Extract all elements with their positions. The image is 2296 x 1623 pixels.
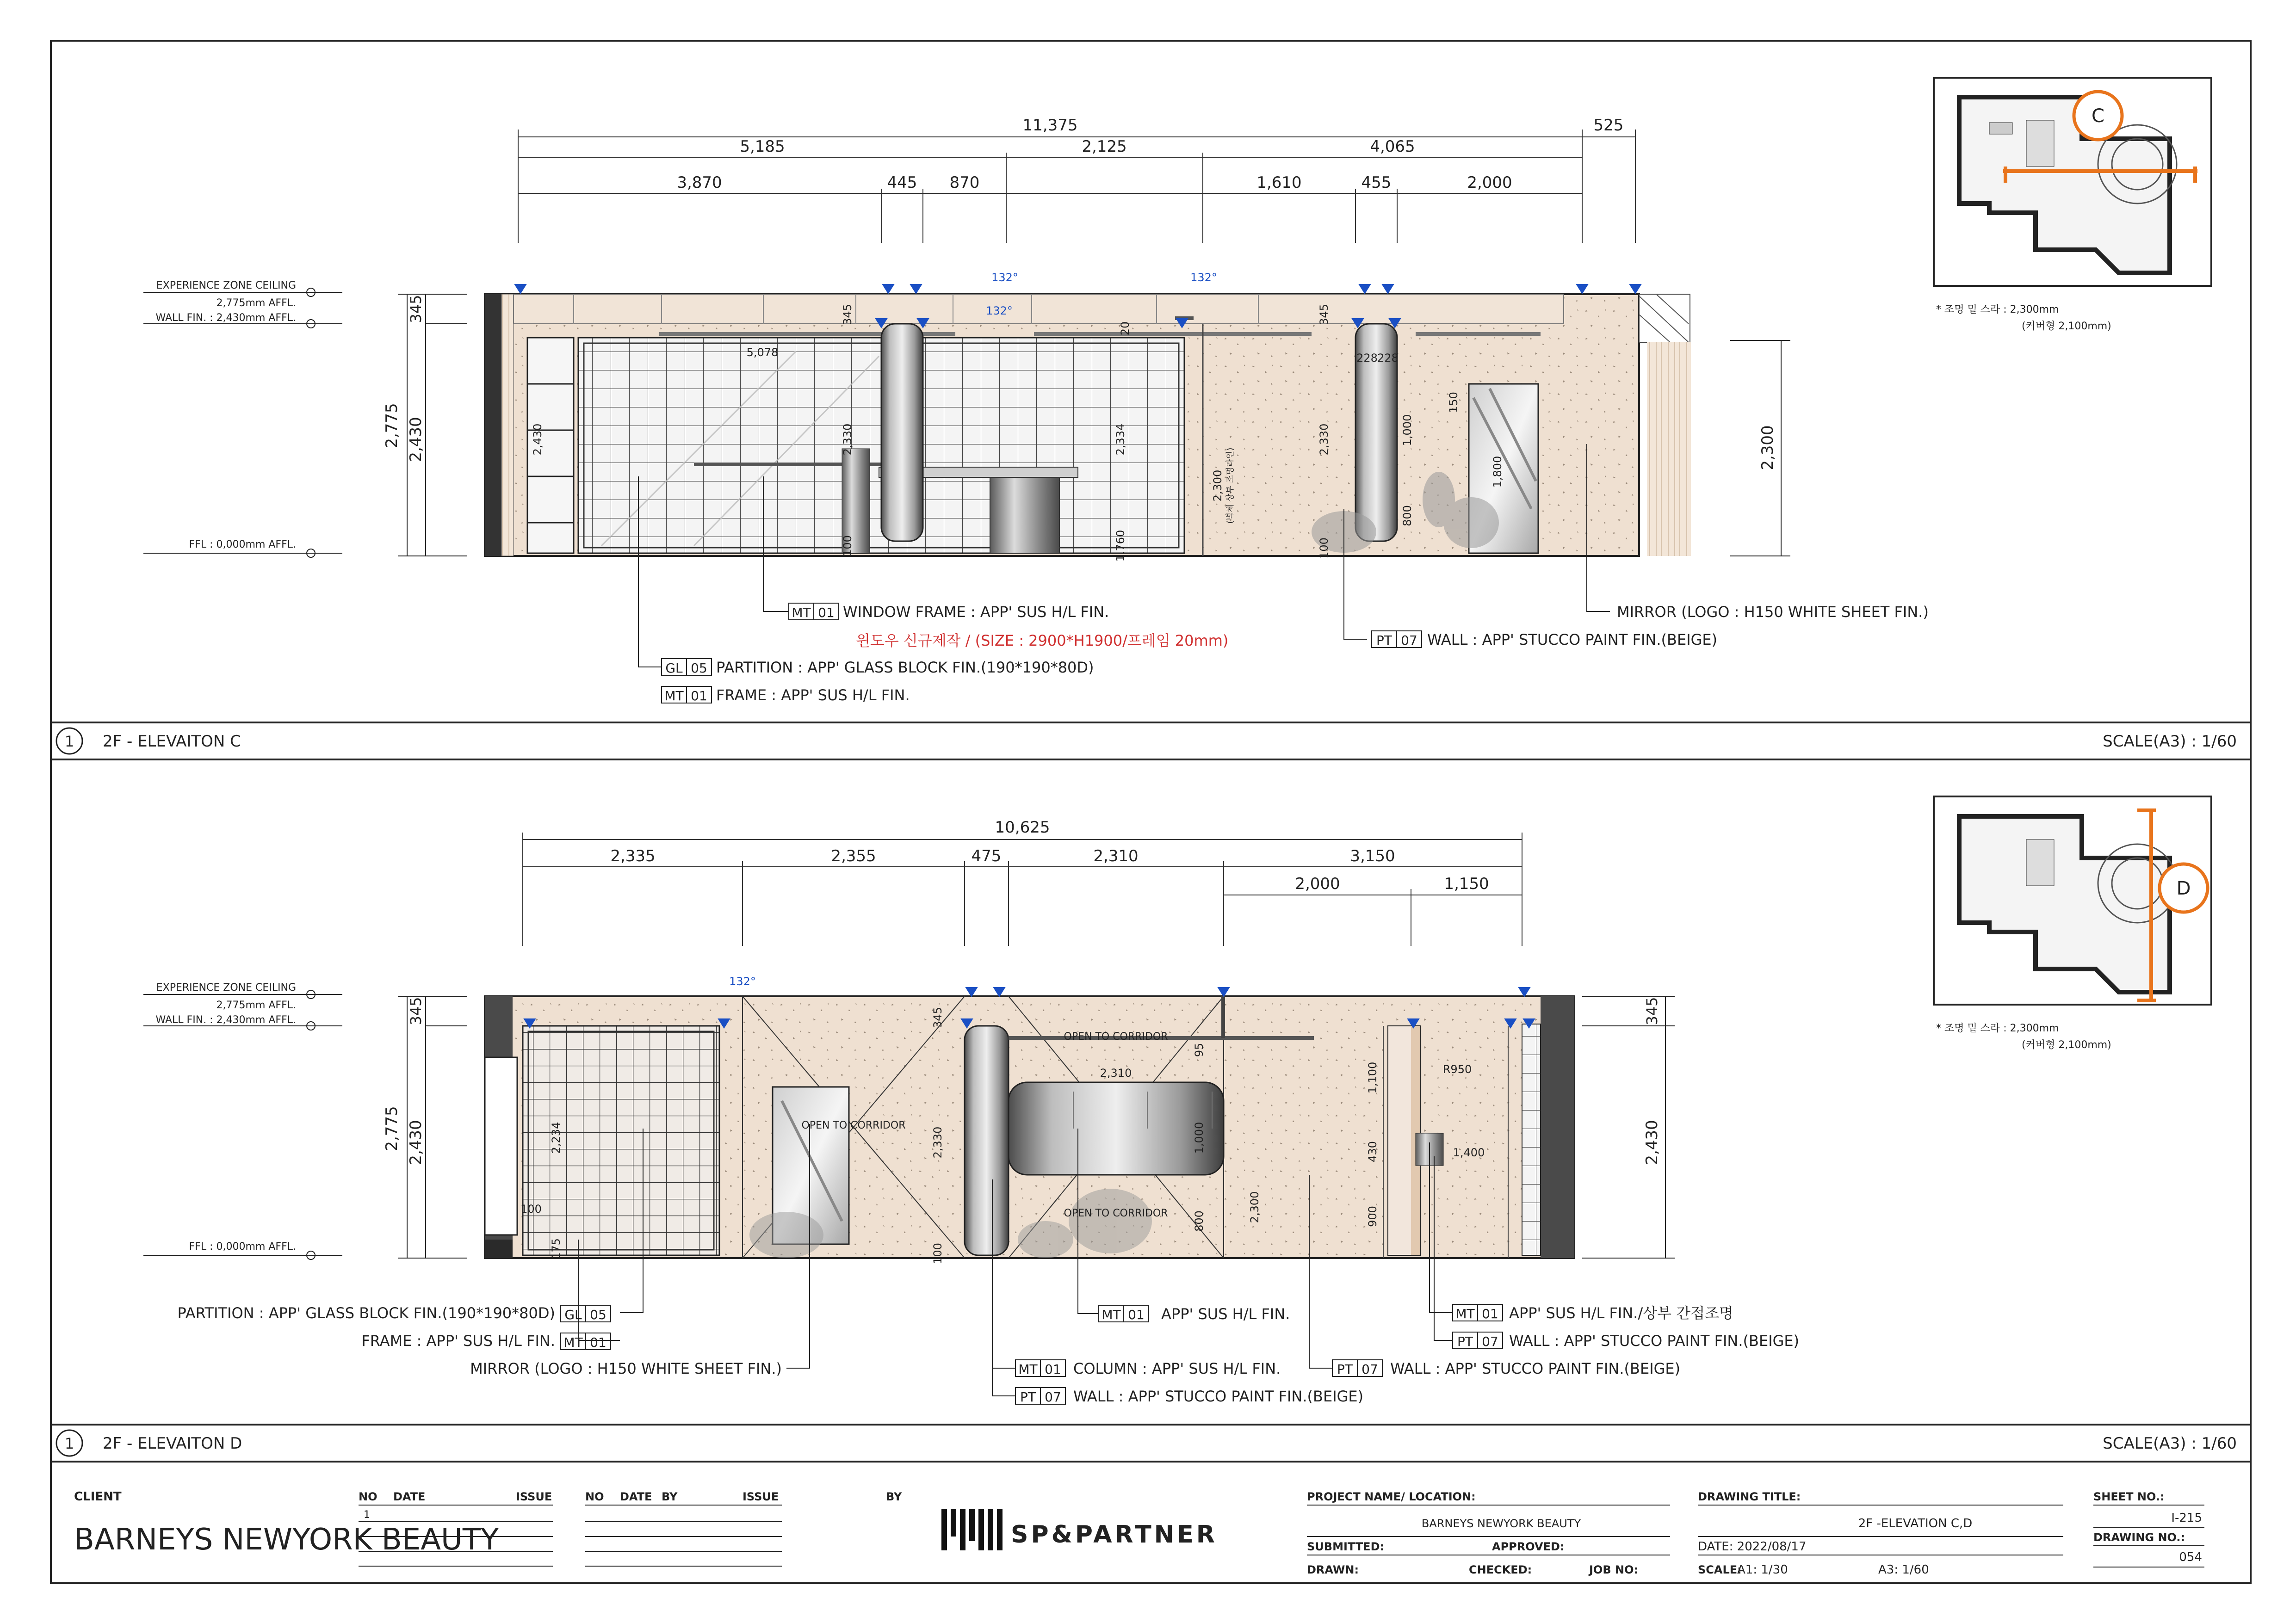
note-window-frame-code: MT bbox=[792, 605, 811, 620]
tb-scale-label: SCALE: bbox=[1698, 1563, 1742, 1576]
key-c-note1: * 조명 밑 스라 : 2,300mm bbox=[1936, 304, 2059, 315]
level-wall: WALL FIN. : 2,430mm AFFL. bbox=[155, 312, 296, 324]
inner-228a: 228 bbox=[1356, 352, 1378, 364]
angle-3: 132° bbox=[986, 304, 1013, 317]
inner-5078: 5,078 bbox=[746, 346, 779, 359]
d-note-frame-num: 01 bbox=[590, 1335, 606, 1350]
key-c-note2: (커버형 2,100mm) bbox=[2022, 321, 2111, 332]
note-frame-num: 01 bbox=[691, 688, 707, 704]
tb-company: SP&PARTNER bbox=[1011, 1521, 1218, 1549]
company-logo bbox=[941, 1509, 1003, 1550]
d-note-sus-light: APP' SUS H/L FIN./상부 간접조명 bbox=[1509, 1304, 1733, 1322]
tb-project: BARNEYS NEWYORK BEAUTY bbox=[1421, 1517, 1581, 1530]
note-wall: WALL : APP' STUCCO PAINT FIN.(BEIGE) bbox=[1427, 631, 1718, 648]
d-dim-c: 475 bbox=[971, 847, 1002, 865]
tb-submitted: SUBMITTED: bbox=[1307, 1540, 1385, 1553]
d-note-wall2-code: PT bbox=[1337, 1362, 1353, 1377]
key-d-note1: * 조명 밑 스라 : 2,300mm bbox=[1936, 1023, 2059, 1034]
dim-right: 525 bbox=[1593, 116, 1624, 135]
dim-row2-c: 4,065 bbox=[1370, 137, 1415, 156]
d-inner-345: 345 bbox=[931, 1007, 944, 1028]
dim-overall: 11,375 bbox=[1022, 116, 1078, 135]
d-note-partition-num: 05 bbox=[590, 1307, 606, 1322]
tb-rev1-date: DATE bbox=[393, 1490, 426, 1503]
tb-rev2-no: NO bbox=[585, 1490, 604, 1503]
title-c: 2F - ELEVAITON C bbox=[103, 732, 241, 751]
d-inner-r950: R950 bbox=[1442, 1063, 1472, 1076]
d-dim-overall: 10,625 bbox=[995, 818, 1050, 837]
tb-client-label: CLIENT bbox=[74, 1490, 122, 1504]
tb-by: BY bbox=[886, 1490, 902, 1503]
d-open-corridor-2: OPEN TO CORRIDOR bbox=[1064, 1031, 1168, 1043]
dim-row2-b: 2,125 bbox=[1082, 137, 1127, 156]
angle-2: 132° bbox=[1190, 271, 1217, 284]
d-dim-g: 1,150 bbox=[1444, 875, 1489, 893]
d-note-partition: PARTITION : APP' GLASS BLOCK FIN.(190*190*80D) bbox=[177, 1304, 555, 1322]
d-note-frame-code: MT bbox=[563, 1335, 583, 1350]
d-inner-1400: 1,400 bbox=[1453, 1146, 1485, 1159]
title-d-num: 1 bbox=[64, 1435, 74, 1452]
title-d: 2F - ELEVAITON D bbox=[103, 1434, 242, 1453]
key-plan-d bbox=[1934, 796, 2211, 1005]
note-wall-code: PT bbox=[1376, 633, 1392, 648]
left-dim-345: 345 bbox=[407, 295, 425, 323]
sheet-border bbox=[51, 41, 2251, 1583]
inner-800: 800 bbox=[1401, 505, 1414, 526]
d-dim-d: 2,310 bbox=[1093, 847, 1139, 865]
d-inner-800: 800 bbox=[1193, 1210, 1206, 1232]
inner-20: 20 bbox=[1119, 321, 1132, 336]
d-note-column: COLUMN : APP' SUS H/L FIN. bbox=[1073, 1360, 1281, 1377]
d-inner-1100: 1,100 bbox=[1366, 1061, 1379, 1094]
d-note-column-num: 01 bbox=[1045, 1362, 1061, 1377]
elevation-c-levels bbox=[155, 280, 296, 550]
title-block bbox=[74, 1490, 2204, 1577]
tb-job-no: JOB NO: bbox=[1589, 1563, 1639, 1576]
d-right-345: 345 bbox=[1643, 997, 1661, 1025]
tb-client: BARNEYS NEWYORK BEAUTY bbox=[74, 1523, 499, 1557]
d-open-corridor-3: OPEN TO CORRIDOR bbox=[1064, 1208, 1168, 1219]
level-ceiling: EXPERIENCE ZONE CEILING bbox=[156, 280, 296, 291]
d-angle: 132° bbox=[729, 975, 756, 988]
dim-row3-e: 455 bbox=[1361, 173, 1392, 192]
d-inner-2310: 2,310 bbox=[1100, 1067, 1132, 1080]
inner-1760: 1,760 bbox=[1114, 530, 1127, 562]
d-note-wall1-code: PT bbox=[1020, 1389, 1036, 1405]
d-note-wall1: WALL : APP' STUCCO PAINT FIN.(BEIGE) bbox=[1073, 1388, 1364, 1405]
tb-date: DATE: 2022/08/17 bbox=[1698, 1540, 1807, 1554]
inner-2330b: 2,330 bbox=[1318, 423, 1331, 456]
note-wall-num: 07 bbox=[1401, 633, 1417, 648]
tb-project-label: PROJECT NAME/ LOCATION: bbox=[1307, 1490, 1476, 1503]
tb-rev1-issue: ISSUE bbox=[516, 1490, 552, 1503]
d-note-sus-light-code: MT bbox=[1455, 1306, 1475, 1321]
dim-row3-a: 3,870 bbox=[677, 173, 722, 192]
key-d-note2: (커버형 2,100mm) bbox=[2022, 1039, 2111, 1051]
d-dim-b: 2,355 bbox=[831, 847, 876, 865]
left-dim-2775: 2,775 bbox=[383, 403, 401, 448]
tb-scale-a3: A3: 1/60 bbox=[1878, 1563, 1929, 1577]
d-inner-2234: 2,234 bbox=[550, 1122, 563, 1154]
title-c-num: 1 bbox=[64, 733, 74, 750]
key-c-label: C bbox=[2092, 105, 2104, 127]
d-note-partition-code: GL bbox=[564, 1307, 582, 1322]
d-note-wall2-num: 07 bbox=[1362, 1362, 1378, 1377]
tb-drawing-label: DRAWING NO.: bbox=[2093, 1531, 2185, 1544]
note-partition: PARTITION : APP' GLASS BLOCK FIN.(190*190*80D) bbox=[716, 659, 1094, 676]
korean-note: (벽체 상부 조명라인) bbox=[1225, 447, 1235, 524]
d-right-2430: 2,430 bbox=[1643, 1120, 1661, 1165]
dim-row3-c: 870 bbox=[949, 173, 980, 192]
inner-2330: 2,330 bbox=[841, 423, 854, 456]
d-inner-95: 95 bbox=[1193, 1043, 1206, 1057]
d-note-mirror: MIRROR (LOGO : H150 WHITE SHEET FIN.) bbox=[470, 1360, 782, 1377]
dim-row3-f: 2,000 bbox=[1467, 173, 1512, 192]
d-note-frame: FRAME : APP' SUS H/L FIN. bbox=[361, 1332, 555, 1350]
inner-345a: 345 bbox=[841, 304, 854, 325]
inner-345b: 345 bbox=[1318, 304, 1331, 325]
d-level-wall: WALL FIN. : 2,430mm AFFL. bbox=[155, 1014, 296, 1026]
d-inner-100: 100 bbox=[520, 1203, 542, 1216]
inner-100b: 100 bbox=[1318, 537, 1331, 559]
tb-sheet-no: I-215 bbox=[2171, 1511, 2202, 1525]
tb-rev1-no: NO bbox=[359, 1490, 378, 1503]
note-frame: FRAME : APP' SUS H/L FIN. bbox=[716, 686, 910, 704]
tb-sheet-label: SHEET NO.: bbox=[2093, 1490, 2165, 1503]
dim-row3-d: 1,610 bbox=[1256, 173, 1302, 192]
key-plan-c bbox=[1934, 78, 2211, 286]
d-left-2430: 2,430 bbox=[407, 1120, 425, 1165]
inner-2430: 2,430 bbox=[531, 423, 544, 456]
d-inner-2330: 2,330 bbox=[931, 1126, 944, 1159]
d-inner-430: 430 bbox=[1366, 1141, 1379, 1162]
d-level-ceiling-h: 2,775mm AFFL. bbox=[216, 1000, 296, 1011]
d-note-wall2: WALL : APP' STUCCO PAINT FIN.(BEIGE) bbox=[1390, 1360, 1681, 1377]
tb-drawn: DRAWN: bbox=[1307, 1563, 1359, 1576]
tb-drawing-title: 2F -ELEVATION C,D bbox=[1858, 1517, 1973, 1530]
tb-scale-a1: A1: 1/30 bbox=[1737, 1563, 1788, 1577]
d-note-wall3: WALL : APP' STUCCO PAINT FIN.(BEIGE) bbox=[1509, 1332, 1800, 1350]
d-note-column-code: MT bbox=[1018, 1362, 1038, 1377]
level-ceiling-h: 2,775mm AFFL. bbox=[216, 297, 296, 309]
d-note-sus-light-num: 01 bbox=[1482, 1306, 1498, 1321]
left-dim-2430: 2,430 bbox=[407, 417, 425, 462]
inner-150: 150 bbox=[1447, 392, 1460, 413]
d-level-ceiling: EXPERIENCE ZONE CEILING bbox=[156, 982, 296, 994]
right-dim-2300: 2,300 bbox=[1758, 425, 1777, 470]
note-window-kr: 윈도우 신규제작 / (SIZE : 2900*H1900/프레임 20mm) bbox=[856, 632, 1229, 649]
d-inner-100b: 100 bbox=[931, 1243, 944, 1264]
d-note-sus-num: 01 bbox=[1128, 1307, 1145, 1322]
d-note-wall3-code: PT bbox=[1457, 1334, 1473, 1349]
d-open-corridor-1: OPEN TO CORRIDOR bbox=[801, 1120, 906, 1131]
tb-approved: APPROVED: bbox=[1492, 1540, 1565, 1553]
dim-row3-b: 445 bbox=[887, 173, 917, 192]
note-frame-code: MT bbox=[664, 688, 684, 704]
d-left-2775: 2,775 bbox=[383, 1106, 401, 1151]
tb-rev2-issue: ISSUE bbox=[743, 1490, 779, 1503]
inner-1800: 1,800 bbox=[1491, 456, 1504, 488]
d-dim-a: 2,335 bbox=[610, 847, 656, 865]
angle-1: 132° bbox=[991, 271, 1018, 284]
level-ffl: FFL : 0,000mm AFFL. bbox=[189, 539, 296, 550]
tb-rev2-date: DATE bbox=[620, 1490, 652, 1503]
inner-2300: 2,300 bbox=[1211, 469, 1224, 502]
note-window-frame: WINDOW FRAME : APP' SUS H/L FIN. bbox=[843, 603, 1109, 621]
note-mirror: MIRROR (LOGO : H150 WHITE SHEET FIN.) bbox=[1617, 603, 1929, 621]
d-dim-e: 3,150 bbox=[1350, 847, 1395, 865]
scale-d: SCALE(A3) : 1/60 bbox=[2103, 1434, 2237, 1453]
elevation-c bbox=[51, 78, 2251, 759]
d-inner-175: 175 bbox=[550, 1238, 563, 1259]
elevation-d bbox=[51, 796, 2251, 1462]
d-inner-2300: 2,300 bbox=[1248, 1191, 1261, 1223]
tb-drawing-title-label: DRAWING TITLE: bbox=[1698, 1490, 1801, 1503]
note-partition-code: GL bbox=[665, 660, 683, 676]
d-note-sus-code: MT bbox=[1102, 1307, 1121, 1322]
d-note-wall3-num: 07 bbox=[1482, 1334, 1498, 1349]
d-left-345: 345 bbox=[407, 997, 425, 1025]
note-partition-num: 05 bbox=[691, 660, 707, 676]
inner-2334: 2,334 bbox=[1114, 423, 1127, 456]
d-inner-900: 900 bbox=[1366, 1206, 1379, 1227]
scale-c: SCALE(A3) : 1/60 bbox=[2103, 732, 2237, 751]
inner-100a: 100 bbox=[841, 535, 854, 556]
d-note-wall1-num: 07 bbox=[1045, 1389, 1061, 1405]
tb-rev1-first: 1 bbox=[364, 1509, 370, 1521]
d-level-ffl: FFL : 0,000mm AFFL. bbox=[189, 1241, 296, 1253]
key-d-label: D bbox=[2176, 878, 2191, 899]
d-dim-f: 2,000 bbox=[1295, 875, 1340, 893]
tb-rev2-by: BY bbox=[662, 1490, 678, 1503]
tb-checked: CHECKED: bbox=[1469, 1563, 1532, 1576]
dim-row2-a: 5,185 bbox=[740, 137, 785, 156]
inner-228b: 228 bbox=[1377, 352, 1399, 364]
d-note-sus: APP' SUS H/L FIN. bbox=[1161, 1305, 1290, 1323]
d-inner-1000: 1,000 bbox=[1193, 1122, 1206, 1154]
inner-1000: 1,000 bbox=[1401, 414, 1414, 446]
tb-drawing-no: 054 bbox=[2179, 1550, 2202, 1564]
note-window-frame-num: 01 bbox=[818, 605, 835, 620]
